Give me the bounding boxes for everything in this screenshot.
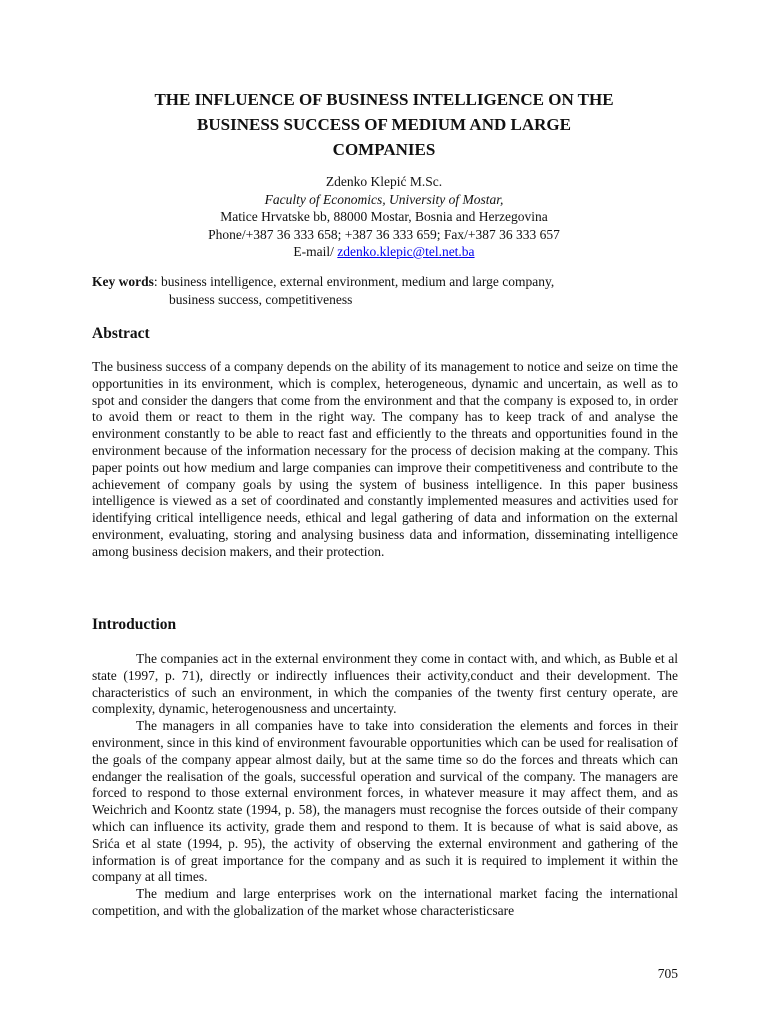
intro-paragraph-1: The companies act in the external environment they come in contact with, and which, as Buble et al state (1997, p. 71), directly or indirectly influences their activity,conduct and their development. The characteristics of such an environment, in which the companies of the twenty first century operate, are complexity, dynamic, heterogenousness and uncertainty.: [92, 651, 678, 717]
author-phone: Phone/+387 36 333 658; +387 36 333 659; Fax/+387 36 333 657: [208, 226, 560, 242]
abstract-heading: Abstract: [92, 325, 150, 342]
paper-title: [80, 87, 688, 162]
title-line-2: BUSINESS SUCCESS OF MEDIUM AND LARGE: [197, 115, 571, 134]
author-affiliation: Faculty of Economics, University of Mostar,: [264, 191, 504, 207]
author-address: Matice Hrvatske bb, 88000 Mostar, Bosnia and Herzegovina: [220, 209, 548, 224]
intro-paragraph-2: The managers in all companies have to take into consideration the elements and forces in their environment, since in this kind of environment favourable opportunities which can be used for realisation of the goals of the company appear almost daily, but at the same time so do the forces and threats which can endanger the realisation of the goals, successful operation and survical of the company. The managers are forced to respond to those external environment forces, in whatever measure it may affect them, and as Weichrich and Koontz state (1994, p. 58), the managers must recognise the forces outside of their company which can influence its activity, grade them and respond to them. It is because of what is said above, as Srića et al state (1994, p. 95), the activity of observing the external environment and gathering of the information is of great importance for the company and as such it is required to implement it within the company at all times.: [92, 718, 678, 885]
keywords: [92, 273, 682, 308]
title-line-3: COMPANIES: [332, 140, 436, 159]
keywords-line-1: : business intelligence, external environment, medium and large company,: [153, 274, 555, 289]
author-email-line: [80, 243, 688, 261]
intro-paragraph-3: The medium and large enterprises work on the international market facing the international competition, and with the globalization of the market whose characteristicsare: [92, 886, 678, 918]
title-line-1: THE INFLUENCE OF BUSINESS INTELLIGENCE ON THE: [154, 90, 614, 109]
abstract-text: The business success of a company depends on the ability of its management to notice and seize on time the opportunities in its environment, which is complex, heterogeneous, dynamic and uncertain, as well as to spot and consider the dangers that come from the environment and that the company is exposed to, in order to avoid them or react to them in the right way. The company has to keep track of and analyse the environment constantly to be able to react fast and efficiently to the threats and opportunities found in the environment because of the information necessary for the process of decision making at the company. This paper points out how medium and large companies can improve their competitiveness and contribute to the achievement of company goals by using the system of business intelligence. In this paper business intelligence is viewed as a set of coordinated and constantly implemented measures and activities used for identifying critical intelligence needs, ethical and legal gathering of data and information on the external environment, evaluating, storing and analysing business data and information, disseminating intelligence among business decision makers, and their protection.: [92, 359, 678, 559]
email-label: E-mail/: [293, 244, 338, 259]
author-block: [80, 173, 688, 261]
keywords-label: Key words: [92, 274, 154, 289]
page-number: 705: [657, 966, 678, 981]
introduction-heading: Introduction: [92, 616, 177, 633]
email-link[interactable]: zdenko.klepic@tel.net.ba: [337, 244, 475, 259]
author-name: Zdenko Klepić M.Sc.: [325, 174, 443, 189]
keywords-line-2: business success, competitiveness: [169, 291, 353, 307]
introduction-body: [92, 651, 678, 920]
